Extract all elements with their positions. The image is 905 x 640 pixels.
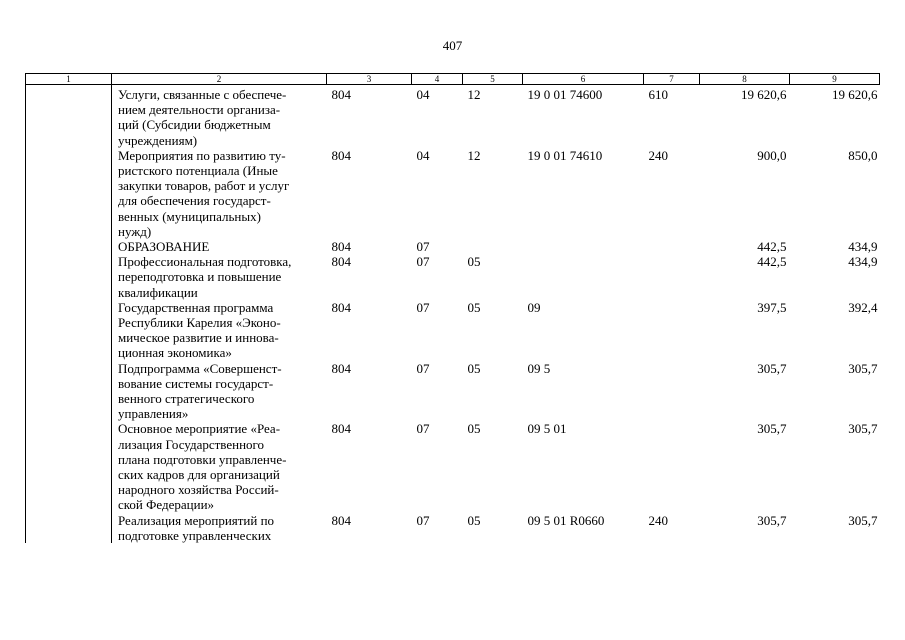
table-row — [26, 239, 880, 254]
row-c4-cell: 04 — [416, 147, 430, 163]
column-number-2: 2 — [112, 74, 327, 85]
row-name-cell: Услуги, связанные с обеспече- нием деятельности организа- ций (Субсидии бюджетным учреждениям) — [118, 87, 287, 148]
row-c3-cell: 804 — [331, 299, 351, 315]
row-c6-cell: 09 5 — [527, 360, 551, 376]
column-number-8: 8 — [700, 74, 790, 85]
column-number-4: 4 — [412, 74, 463, 85]
row-c8-cell: 397,5 — [757, 299, 787, 315]
table-row — [26, 361, 880, 422]
row-c3-cell: 804 — [331, 421, 351, 437]
row-c8-cell: 19 620,6 — [741, 87, 787, 102]
row-c7-cell: 610 — [648, 87, 668, 102]
table-row — [26, 254, 880, 300]
row-name-cell: Профессиональная подготовка, переподготовка и повышение квалификации — [118, 254, 292, 300]
column-number-1: 1 — [26, 74, 112, 85]
row-c7-cell — [644, 239, 700, 254]
row-c8-cell: 305,7 — [757, 512, 787, 528]
row-col1-cell — [26, 148, 112, 239]
row-c3-cell: 804 — [331, 254, 351, 270]
row-c4-cell: 07 — [416, 254, 430, 270]
row-c7-cell — [644, 254, 700, 300]
table-row — [26, 85, 880, 148]
row-c9-cell: 434,9 — [848, 239, 878, 255]
row-c9-cell: 19 620,6 — [832, 87, 878, 102]
table-row — [26, 300, 880, 361]
row-c6-cell: 19 0 01 74610 — [527, 147, 603, 163]
column-number-7: 7 — [644, 74, 700, 85]
row-c7-cell — [644, 421, 700, 512]
row-c4-cell: 04 — [416, 87, 430, 102]
row-c3-cell: 804 — [331, 87, 351, 102]
row-name-cell: ОБРАЗОВАНИЕ — [118, 239, 210, 255]
row-col1-cell — [26, 361, 112, 422]
row-c5-cell: 05 — [467, 512, 481, 528]
row-c9-cell: 850,0 — [848, 147, 878, 163]
table-body — [26, 85, 880, 544]
row-col1-cell — [26, 513, 112, 543]
row-c8-cell: 442,5 — [757, 239, 787, 255]
row-c5-cell: 05 — [467, 299, 481, 315]
row-c4-cell: 07 — [416, 421, 430, 437]
row-c6-cell: 19 0 01 74600 — [527, 87, 603, 102]
row-c7-cell — [644, 361, 700, 422]
row-c4-cell: 07 — [416, 512, 430, 528]
row-c6-cell: 09 5 01 R0660 — [527, 512, 605, 528]
column-number-5: 5 — [463, 74, 523, 85]
row-c4-cell: 07 — [416, 239, 430, 255]
row-col1-cell — [26, 300, 112, 361]
row-col1-cell — [26, 239, 112, 254]
column-number-3: 3 — [327, 74, 412, 85]
column-number-row — [26, 74, 880, 85]
row-c4-cell: 07 — [416, 299, 430, 315]
row-c8-cell: 305,7 — [757, 360, 787, 376]
row-c7-cell: 240 — [648, 512, 668, 528]
row-c5-cell: 05 — [467, 421, 481, 437]
row-name-cell: Государственная программа Республики Карелия «Эконо- мическое развитие и иннова- ционная экономика» — [118, 299, 281, 361]
row-c7-cell — [644, 300, 700, 361]
row-c9-cell: 305,7 — [848, 421, 878, 437]
row-c5-cell: 12 — [467, 147, 481, 163]
row-c8-cell: 900,0 — [757, 147, 787, 163]
row-name-cell: Основное мероприятие «Реа- лизация Государственного плана подготовки управленче- ских кадров для организаций народного хозяйства Россий- ской Федерации» — [118, 421, 287, 513]
row-c5-cell: 05 — [467, 360, 481, 376]
table-row — [26, 421, 880, 512]
row-c9-cell: 305,7 — [848, 512, 878, 528]
row-c6-cell: 09 5 01 — [527, 421, 567, 437]
row-col1-cell — [26, 85, 112, 148]
row-c3-cell: 804 — [331, 512, 351, 528]
row-c3-cell: 804 — [331, 239, 351, 255]
row-c5-cell: 05 — [467, 254, 481, 270]
row-c9-cell: 305,7 — [848, 360, 878, 376]
row-c7-cell: 240 — [648, 147, 668, 163]
row-c3-cell: 804 — [331, 360, 351, 376]
row-c5-cell: 12 — [467, 87, 481, 102]
row-c6-cell: 09 — [527, 299, 541, 315]
row-col1-cell — [26, 421, 112, 512]
column-number-9: 9 — [790, 74, 880, 85]
row-c4-cell: 07 — [416, 360, 430, 376]
row-c5-cell — [463, 239, 523, 254]
row-c3-cell: 804 — [331, 147, 351, 163]
column-number-6: 6 — [523, 74, 644, 85]
table-row — [26, 148, 880, 239]
row-c8-cell: 442,5 — [757, 254, 787, 270]
row-col1-cell — [26, 254, 112, 300]
row-c9-cell: 392,4 — [848, 299, 878, 315]
row-c6-cell — [523, 239, 644, 254]
page-number: 407 — [442, 38, 463, 53]
row-name-cell: Мероприятия по развитию ту- ристского потенциала (Иные закупки товаров, работ и услуг для обеспечения государст- венных (муниципальных) нужд) — [118, 147, 290, 239]
table-row — [26, 513, 880, 543]
row-c9-cell: 434,9 — [848, 254, 878, 270]
budget-table — [25, 73, 880, 543]
row-c6-cell — [523, 254, 644, 300]
row-c8-cell: 305,7 — [757, 421, 787, 437]
row-name-cell: Подпрограмма «Совершенст- вование системы государст- венного стратегического управления» — [118, 360, 282, 422]
row-name-cell: Реализация мероприятий по подготовке управленческих — [118, 512, 275, 543]
